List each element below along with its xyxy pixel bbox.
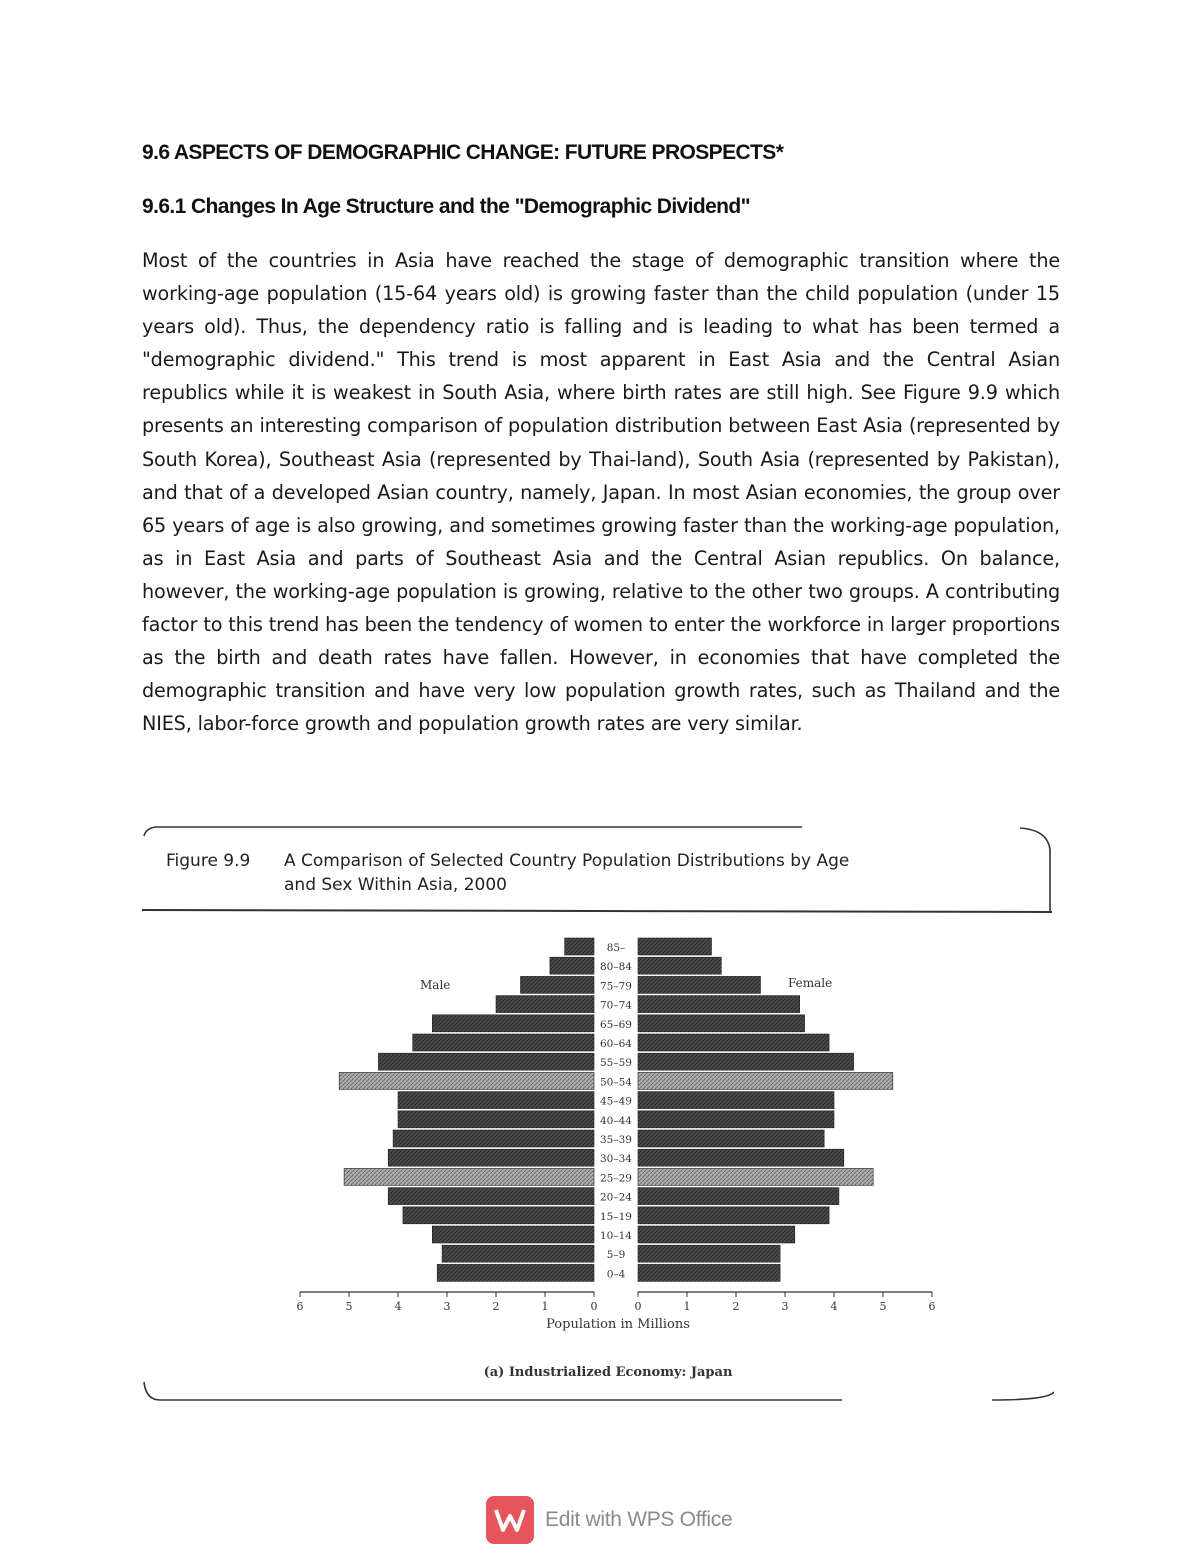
body-paragraph: Most of the countries in Asia have reached the stage of demographic transition where the working-age population (15-64 years old) is growing faster than the child population (under 15 years old). Thus, the dependency ratio is falling and is leading to what has been termed a "demographic dividend." This trend is most apparent in East Asia and the Central Asian republics while it is weakest in South Asia, where birth rates are still high. See Figure 9.9 which presents an interesting comparison of population distribution between East Asia (represented by South Korea), Southeast Asia (represented by Thai-land), South Asia (represented by Pakistan), and that of a developed Asian country, namely, Japan. In most Asian economies, the group over 65 years of age is also growing, and sometimes growing faster than the working-age population, as in East Asia and parts of Southeast Asia and the Central Asian republics. On balance, however, the working-age population is growing, relative to the other two groups. A contributing factor to this trend has been the tendency of women to enter the workforce in larger proportions as the birth and death rates have fallen. However, in economies that have completed the demographic transition and have very low population growth rates, such as Thailand and the NIES, labor-force growth and population growth rates are very similar. bbox=[142, 249, 1060, 736]
bar-male-17 bbox=[437, 1264, 594, 1281]
age-group-label: 25–29 bbox=[600, 1172, 632, 1185]
age-group-label: 5–9 bbox=[606, 1249, 626, 1262]
x-tick-label-left: 4 bbox=[394, 1300, 402, 1313]
figure-caption: (a) Industrialized Economy: Japan bbox=[483, 1365, 733, 1380]
figure-title-line1: A Comparison of Selected Country Population Distributions by Age bbox=[284, 851, 850, 871]
age-group-label: 65–69 bbox=[600, 1018, 632, 1031]
bar-female-6 bbox=[638, 1053, 854, 1070]
age-group-label: 80–84 bbox=[600, 961, 632, 974]
age-group-label: 75–79 bbox=[600, 980, 632, 993]
bar-male-6 bbox=[378, 1053, 594, 1070]
bar-male-1 bbox=[550, 957, 594, 974]
age-group-label: 50–54 bbox=[600, 1076, 632, 1089]
x-tick-label-right: 6 bbox=[928, 1300, 936, 1313]
section-heading: 9.6 ASPECTS OF DEMOGRAPHIC CHANGE: FUTURE PROSPECTS* bbox=[142, 141, 784, 164]
x-tick-label-left: 5 bbox=[345, 1300, 353, 1313]
bar-female-12 bbox=[638, 1168, 873, 1185]
x-tick-label-right: 0 bbox=[634, 1300, 642, 1313]
age-group-label: 10–14 bbox=[600, 1230, 632, 1242]
x-tick-label-right: 3 bbox=[781, 1300, 789, 1313]
figure-title-line2: and Sex Within Asia, 2000 bbox=[284, 875, 508, 895]
bar-female-7 bbox=[638, 1072, 893, 1089]
bar-female-15 bbox=[638, 1226, 795, 1243]
x-tick-label-left: 1 bbox=[541, 1300, 549, 1313]
bar-female-16 bbox=[638, 1245, 780, 1262]
age-group-label: 40–44 bbox=[600, 1114, 632, 1127]
age-group-label: 85– bbox=[606, 942, 626, 954]
x-tick-label-left: 3 bbox=[443, 1300, 451, 1313]
bar-male-13 bbox=[388, 1188, 594, 1205]
bar-female-9 bbox=[638, 1111, 834, 1128]
bar-female-1 bbox=[638, 957, 721, 974]
bar-female-4 bbox=[638, 1015, 805, 1032]
figure-9-9 bbox=[142, 822, 1054, 1406]
bar-male-3 bbox=[496, 996, 594, 1013]
bar-male-16 bbox=[442, 1245, 594, 1262]
age-group-label: 35–39 bbox=[600, 1134, 632, 1146]
age-group-label: 60–64 bbox=[600, 1038, 632, 1050]
bar-male-11 bbox=[388, 1149, 594, 1166]
bar-male-9 bbox=[398, 1111, 594, 1128]
figure-frame-bottom bbox=[144, 1382, 842, 1400]
bar-female-14 bbox=[638, 1207, 829, 1224]
x-tick-label-right: 4 bbox=[830, 1300, 838, 1313]
wps-edit-link[interactable]: Edit with WPS Office bbox=[545, 1508, 733, 1531]
bar-female-17 bbox=[638, 1264, 780, 1281]
age-group-label: 15–19 bbox=[600, 1210, 632, 1223]
label-male: Male bbox=[420, 978, 451, 992]
bar-male-2 bbox=[521, 976, 595, 993]
bar-female-0 bbox=[638, 938, 712, 955]
bar-female-13 bbox=[638, 1188, 839, 1205]
age-group-label: 30–34 bbox=[600, 1153, 632, 1166]
x-tick-label-right: 1 bbox=[683, 1300, 691, 1313]
age-group-label: 45–49 bbox=[600, 1095, 632, 1108]
bar-male-12 bbox=[344, 1168, 594, 1185]
age-group-label: 70–74 bbox=[600, 999, 632, 1012]
age-group-label: 20–24 bbox=[600, 1191, 632, 1204]
bar-female-5 bbox=[638, 1034, 829, 1051]
figure-frame-top bbox=[144, 827, 802, 836]
bar-male-4 bbox=[432, 1015, 594, 1032]
bar-female-3 bbox=[638, 996, 800, 1013]
bar-male-10 bbox=[393, 1130, 594, 1147]
bar-male-0 bbox=[565, 938, 594, 955]
x-tick-label-left: 2 bbox=[492, 1300, 500, 1313]
wps-logo-icon[interactable] bbox=[486, 1496, 534, 1544]
bar-male-5 bbox=[413, 1034, 594, 1051]
age-group-label: 55–59 bbox=[600, 1057, 632, 1070]
x-tick-label-right: 2 bbox=[732, 1300, 740, 1313]
age-group-label: 0–4 bbox=[606, 1268, 626, 1281]
figure-title-rule bbox=[142, 910, 1052, 912]
bar-male-7 bbox=[339, 1072, 594, 1089]
x-tick-label-left: 0 bbox=[590, 1300, 598, 1313]
bar-male-15 bbox=[432, 1226, 594, 1243]
bar-female-8 bbox=[638, 1092, 834, 1109]
figure-number: Figure 9.9 bbox=[166, 851, 251, 871]
bar-male-8 bbox=[398, 1092, 594, 1109]
x-axis-title: Population in Millions bbox=[546, 1317, 690, 1332]
bar-female-10 bbox=[638, 1130, 824, 1147]
bar-female-2 bbox=[638, 976, 761, 993]
wps-footer[interactable] bbox=[486, 1496, 732, 1544]
population-pyramid-chart bbox=[142, 822, 1054, 1406]
label-female: Female bbox=[788, 976, 833, 990]
figure-frame-bottom-right bbox=[992, 1392, 1054, 1400]
bar-female-11 bbox=[638, 1149, 844, 1166]
bar-male-14 bbox=[403, 1207, 594, 1224]
x-tick-label-left: 6 bbox=[296, 1300, 304, 1313]
figure-frame-right bbox=[1020, 828, 1050, 912]
subsection-heading: 9.6.1 Changes In Age Structure and the "Demographic Dividend" bbox=[142, 195, 750, 218]
x-tick-label-right: 5 bbox=[879, 1300, 887, 1313]
